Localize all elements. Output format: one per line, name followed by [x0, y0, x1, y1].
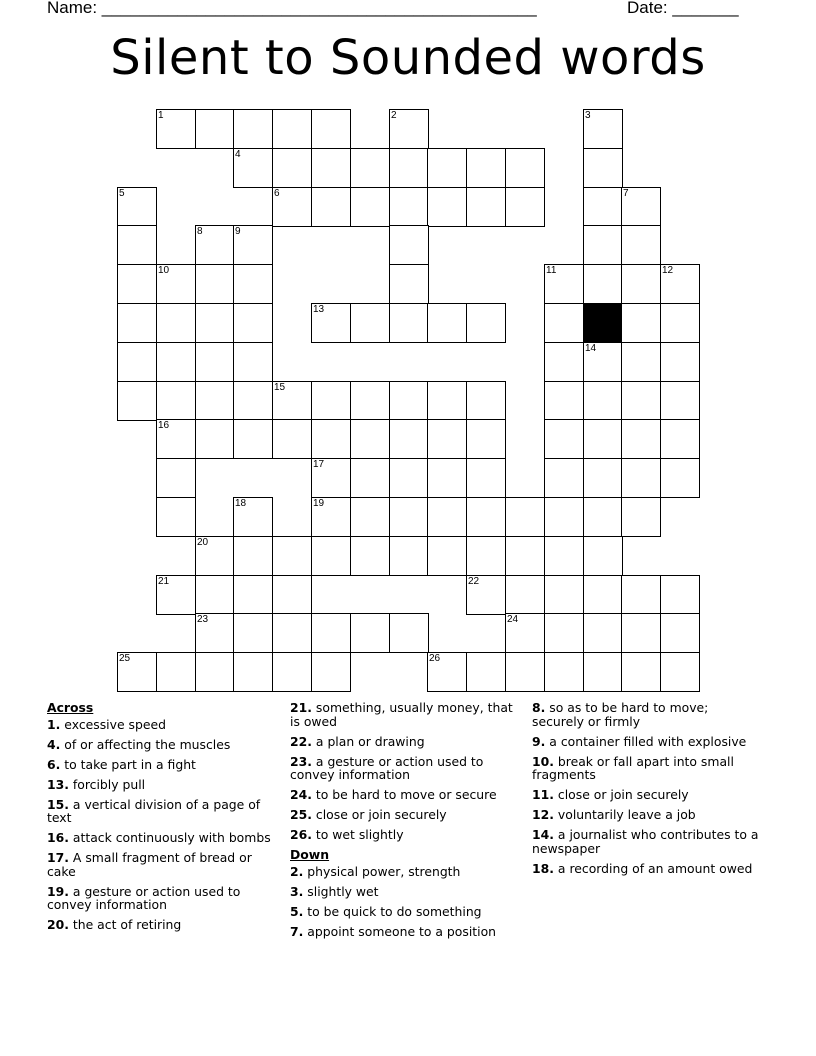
grid-cell[interactable]	[389, 497, 429, 537]
down-clue	[290, 865, 520, 879]
clue-number-label: 26.	[290, 827, 312, 842]
grid-cell[interactable]	[621, 458, 661, 498]
grid-cell[interactable]	[583, 342, 623, 382]
grid-cell[interactable]	[117, 652, 157, 692]
grid-cell[interactable]	[505, 148, 545, 188]
grid-cell[interactable]	[389, 264, 429, 304]
clue-text: attack continuously with bombs	[72, 830, 271, 845]
clue-number-label: 7.	[290, 923, 304, 939]
grid-cell[interactable]	[427, 303, 467, 343]
grid-cell[interactable]	[233, 575, 273, 615]
clue-number-label: 19.	[47, 883, 69, 899]
grid-cell[interactable]	[544, 575, 584, 615]
clue-text: to wet slightly	[315, 827, 404, 842]
across-clue	[290, 788, 520, 802]
clue-number: 9	[235, 226, 241, 237]
clue-text: something, usually money, that is owed	[290, 700, 513, 729]
grid-cell[interactable]	[311, 613, 351, 653]
down-clue	[532, 755, 762, 782]
grid-cell[interactable]	[621, 419, 661, 459]
clue-number-label: 1.	[47, 716, 61, 732]
clue-text: a plan or drawing	[315, 733, 425, 749]
clue-text: a gesture or action used to convey information	[47, 883, 241, 912]
clue-number: 24	[507, 614, 519, 625]
grid-cell[interactable]	[544, 497, 584, 537]
grid-cell[interactable]	[621, 497, 661, 537]
across-clue	[47, 798, 277, 825]
grid-cell[interactable]	[660, 652, 700, 692]
across-clue	[47, 778, 277, 792]
grid-cell[interactable]	[272, 187, 312, 227]
grid-cell[interactable]	[583, 225, 623, 265]
grid-cell[interactable]	[544, 381, 584, 421]
grid-cell[interactable]	[660, 303, 700, 343]
grid-cell[interactable]	[272, 381, 312, 421]
grid-cell[interactable]	[233, 264, 273, 304]
grid-cell[interactable]	[427, 497, 467, 537]
grid-cell[interactable]	[311, 497, 351, 537]
grid-cell[interactable]	[195, 613, 235, 653]
grid-cell[interactable]	[195, 419, 235, 459]
grid-cell[interactable]	[350, 381, 390, 421]
grid-cell[interactable]	[660, 575, 700, 615]
grid-cell[interactable]	[195, 264, 235, 304]
grid-cell[interactable]	[233, 419, 273, 459]
grid-cell[interactable]	[233, 497, 273, 537]
grid-cell[interactable]	[583, 458, 623, 498]
clue-number: 23	[197, 614, 209, 625]
grid-cell[interactable]	[117, 303, 157, 343]
clue-number: 25	[119, 653, 131, 664]
grid-cell[interactable]	[660, 342, 700, 382]
clue-number-label: 12.	[532, 807, 554, 822]
grid-cell[interactable]	[505, 536, 545, 576]
grid-cell[interactable]	[389, 613, 429, 653]
clue-text: a journalist who contributes to a newspaper	[532, 827, 759, 856]
grid-cell[interactable]	[233, 148, 273, 188]
grid-cell[interactable]	[621, 225, 661, 265]
grid-cell[interactable]	[583, 613, 623, 653]
clue-number-label: 25.	[290, 807, 312, 822]
grid-cell[interactable]	[350, 458, 390, 498]
across-clue	[47, 851, 277, 878]
grid-cell[interactable]	[389, 458, 429, 498]
grid-cell[interactable]	[621, 264, 661, 304]
grid-cell[interactable]	[583, 109, 623, 149]
across-clue	[290, 755, 520, 782]
grid-cell[interactable]	[233, 303, 273, 343]
grid-cell[interactable]	[233, 225, 273, 265]
clue-text: slightly wet	[307, 883, 379, 899]
grid-cell[interactable]	[272, 148, 312, 188]
clue-section-heading: Down	[290, 847, 330, 862]
page-title: Silent to Sounded words	[110, 30, 706, 86]
grid-cell[interactable]	[311, 458, 351, 498]
grid-cell[interactable]	[311, 652, 351, 692]
grid-cell[interactable]	[233, 342, 273, 382]
across-clue	[47, 738, 277, 752]
grid-cell[interactable]	[583, 381, 623, 421]
grid-cell[interactable]	[311, 419, 351, 459]
grid-cell[interactable]	[505, 187, 545, 227]
grid-cell[interactable]	[621, 342, 661, 382]
grid-cell[interactable]	[156, 381, 196, 421]
clue-number: 18	[235, 498, 247, 509]
grid-cell[interactable]	[427, 536, 467, 576]
grid-cell[interactable]	[466, 536, 506, 576]
clue-number: 12	[662, 265, 674, 276]
grid-cell[interactable]	[505, 575, 545, 615]
down-clue	[290, 925, 520, 939]
grid-cell[interactable]	[544, 264, 584, 304]
grid-cell[interactable]	[272, 613, 312, 653]
grid-cell[interactable]	[272, 536, 312, 576]
grid-cell[interactable]	[311, 536, 351, 576]
grid-cell[interactable]	[195, 575, 235, 615]
grid-cell[interactable]	[583, 187, 623, 227]
grid-cell[interactable]	[621, 613, 661, 653]
clue-number-label: 4.	[47, 736, 61, 752]
clue-number-label: 3.	[290, 883, 304, 899]
date-label: Date: _______	[627, 0, 739, 17]
grid-cell[interactable]	[272, 575, 312, 615]
across-clue	[290, 701, 520, 728]
across-clue	[47, 831, 277, 845]
grid-cell[interactable]	[350, 148, 390, 188]
grid-cell[interactable]	[117, 264, 157, 304]
grid-cell[interactable]	[427, 148, 467, 188]
grid-cell[interactable]	[544, 458, 584, 498]
down-clue	[532, 788, 762, 802]
grid-cell[interactable]	[583, 419, 623, 459]
clue-number: 20	[197, 537, 209, 548]
grid-cell[interactable]	[466, 381, 506, 421]
across-clue	[290, 828, 520, 842]
grid-cell[interactable]	[660, 458, 700, 498]
grid-cell[interactable]	[583, 148, 623, 188]
grid-cell[interactable]	[233, 381, 273, 421]
down-clue	[532, 735, 762, 749]
clue-number-label: 5.	[290, 903, 304, 919]
grid-cell[interactable]	[311, 187, 351, 227]
grid-cell[interactable]	[427, 187, 467, 227]
clue-text: A small fragment of bread or cake	[47, 850, 252, 879]
grid-cell[interactable]	[621, 187, 661, 227]
grid-cell[interactable]	[660, 264, 700, 304]
grid-cell[interactable]	[621, 575, 661, 615]
clue-number: 21	[158, 576, 170, 587]
grid-cell[interactable]	[466, 148, 506, 188]
grid-cell[interactable]	[544, 303, 584, 343]
clue-number-label: 15.	[47, 796, 69, 812]
grid-cell[interactable]	[621, 652, 661, 692]
clue-number: 7	[623, 188, 629, 199]
grid-cell[interactable]	[195, 225, 235, 265]
grid-cell[interactable]	[583, 575, 623, 615]
grid-cell[interactable]	[466, 187, 506, 227]
down-clue	[532, 701, 762, 728]
clue-number: 26	[429, 653, 441, 664]
grid-cell[interactable]	[156, 419, 196, 459]
clue-text: break or fall apart into small fragments	[532, 753, 734, 782]
grid-cell[interactable]	[233, 536, 273, 576]
grid-cell[interactable]	[311, 303, 351, 343]
clue-text: to be quick to do something	[307, 903, 482, 919]
clue-number-label: 23.	[290, 753, 312, 769]
grid-black-cell	[583, 303, 623, 343]
clue-number-label: 17.	[47, 850, 69, 865]
grid-cell[interactable]	[583, 264, 623, 304]
grid-cell[interactable]	[389, 303, 429, 343]
grid-cell[interactable]	[660, 613, 700, 653]
down-clue	[290, 885, 520, 899]
clue-text: a container filled with explosive	[549, 733, 747, 749]
across-clue	[290, 735, 520, 749]
grid-cell[interactable]	[389, 536, 429, 576]
grid-cell[interactable]	[272, 109, 312, 149]
grid-cell[interactable]	[660, 381, 700, 421]
grid-cell[interactable]	[350, 613, 390, 653]
clue-text: appoint someone to a position	[307, 923, 497, 939]
grid-cell[interactable]	[350, 187, 390, 227]
grid-cell[interactable]	[583, 652, 623, 692]
grid-cell[interactable]	[117, 187, 157, 227]
grid-cell[interactable]	[427, 458, 467, 498]
grid-cell[interactable]	[156, 109, 196, 149]
grid-cell[interactable]	[621, 381, 661, 421]
grid-cell[interactable]	[195, 109, 235, 149]
across-clue	[47, 758, 277, 772]
clue-text: physical power, strength	[307, 863, 461, 879]
across-clue	[47, 918, 277, 932]
grid-cell[interactable]	[156, 264, 196, 304]
grid-cell[interactable]	[466, 652, 506, 692]
down-clue	[532, 808, 762, 822]
clue-number: 1	[158, 110, 164, 121]
grid-cell[interactable]	[156, 575, 196, 615]
grid-cell[interactable]	[389, 187, 429, 227]
clue-text: a gesture or action used to convey information	[290, 753, 484, 782]
down-clue	[290, 905, 520, 919]
clue-number: 8	[197, 226, 203, 237]
name-label: Name: ______________________________________________	[47, 0, 537, 17]
clue-number-label: 2.	[290, 863, 304, 879]
clue-number-label: 13.	[47, 776, 69, 792]
grid-cell[interactable]	[195, 652, 235, 692]
clue-number-label: 21.	[290, 700, 312, 715]
clue-number: 15	[274, 382, 286, 393]
grid-cell[interactable]	[427, 652, 467, 692]
clue-text: voluntarily leave a job	[557, 807, 696, 822]
grid-cell[interactable]	[544, 613, 584, 653]
clue-number-label: 18.	[532, 860, 554, 876]
grid-cell[interactable]	[466, 303, 506, 343]
clue-number: 5	[119, 188, 125, 199]
grid-cell[interactable]	[466, 575, 506, 615]
clue-number: 10	[158, 265, 170, 276]
grid-cell[interactable]	[505, 497, 545, 537]
grid-cell[interactable]	[466, 497, 506, 537]
grid-cell[interactable]	[311, 148, 351, 188]
grid-cell[interactable]	[117, 225, 157, 265]
clue-text: to be hard to move or secure	[315, 787, 497, 802]
grid-cell[interactable]	[272, 419, 312, 459]
clues-column-3	[532, 701, 762, 882]
clue-text: the act of retiring	[72, 917, 182, 932]
grid-cell[interactable]	[427, 419, 467, 459]
grid-cell[interactable]	[117, 381, 157, 421]
grid-cell[interactable]	[156, 458, 196, 498]
grid-cell[interactable]	[233, 652, 273, 692]
grid-cell[interactable]	[156, 497, 196, 537]
grid-cell[interactable]	[195, 303, 235, 343]
grid-cell[interactable]	[389, 419, 429, 459]
grid-cell[interactable]	[389, 225, 429, 265]
grid-cell[interactable]	[117, 342, 157, 382]
grid-cell[interactable]	[583, 497, 623, 537]
across-clue	[290, 808, 520, 822]
grid-cell[interactable]	[583, 536, 623, 576]
clue-text: close or join securely	[557, 787, 689, 802]
across-clue	[47, 718, 277, 732]
grid-cell[interactable]	[350, 303, 390, 343]
grid-cell[interactable]	[311, 381, 351, 421]
clue-number-label: 9.	[532, 733, 546, 749]
clue-text: a vertical division of a page of text	[47, 796, 261, 825]
grid-cell[interactable]	[544, 342, 584, 382]
clue-number-label: 20.	[47, 917, 69, 932]
clue-text: of or affecting the muscles	[64, 736, 231, 752]
grid-cell[interactable]	[350, 536, 390, 576]
grid-cell[interactable]	[505, 613, 545, 653]
across-clue	[47, 885, 277, 912]
clue-number-label: 14.	[532, 827, 554, 842]
grid-cell[interactable]	[389, 381, 429, 421]
clues-column-2	[290, 701, 520, 945]
clue-text: so as to be hard to move; securely or firmly	[532, 700, 709, 729]
clue-number-label: 11.	[532, 787, 554, 802]
clue-section-heading: Across	[47, 700, 94, 715]
clue-number: 6	[274, 188, 280, 199]
down-clue	[532, 828, 762, 855]
grid-cell[interactable]	[350, 497, 390, 537]
grid-cell[interactable]	[621, 303, 661, 343]
clue-number: 22	[468, 576, 480, 587]
clue-number: 17	[313, 459, 325, 470]
clue-number-label: 16.	[47, 830, 69, 845]
clue-number: 13	[313, 304, 325, 315]
grid-cell[interactable]	[466, 419, 506, 459]
clue-number: 3	[585, 110, 591, 121]
grid-cell[interactable]	[389, 109, 429, 149]
clue-text: excessive speed	[64, 716, 166, 732]
grid-cell[interactable]	[350, 419, 390, 459]
clue-text: to take part in a fight	[64, 756, 196, 772]
grid-cell[interactable]	[233, 613, 273, 653]
grid-cell[interactable]	[544, 419, 584, 459]
grid-cell[interactable]	[156, 303, 196, 343]
clue-number-label: 10.	[532, 753, 554, 769]
grid-cell[interactable]	[466, 458, 506, 498]
clue-text: a recording of an amount owed	[557, 860, 753, 876]
clue-number: 16	[158, 420, 170, 431]
grid-cell[interactable]	[195, 381, 235, 421]
clue-number-label: 8.	[532, 700, 546, 715]
grid-cell[interactable]	[272, 652, 312, 692]
clue-number-label: 6.	[47, 756, 61, 772]
clue-number: 11	[546, 265, 557, 276]
down-clue	[532, 862, 762, 876]
grid-cell[interactable]	[505, 652, 545, 692]
clue-number-label: 22.	[290, 733, 312, 749]
grid-cell[interactable]	[156, 652, 196, 692]
grid-cell[interactable]	[544, 652, 584, 692]
clue-number: 19	[313, 498, 325, 509]
clue-text: forcibly pull	[72, 776, 146, 792]
grid-cell[interactable]	[156, 342, 196, 382]
grid-cell[interactable]	[233, 109, 273, 149]
grid-cell[interactable]	[544, 536, 584, 576]
grid-cell[interactable]	[389, 148, 429, 188]
clues-column-1	[47, 701, 277, 938]
grid-cell[interactable]	[660, 419, 700, 459]
grid-cell[interactable]	[195, 536, 235, 576]
clue-number: 4	[235, 149, 241, 160]
grid-cell[interactable]	[427, 381, 467, 421]
grid-cell[interactable]	[195, 342, 235, 382]
clue-number: 2	[391, 110, 397, 121]
grid-cell[interactable]	[311, 109, 351, 149]
clue-number-label: 24.	[290, 787, 312, 802]
clue-text: close or join securely	[315, 807, 447, 822]
clue-number: 14	[585, 343, 597, 354]
